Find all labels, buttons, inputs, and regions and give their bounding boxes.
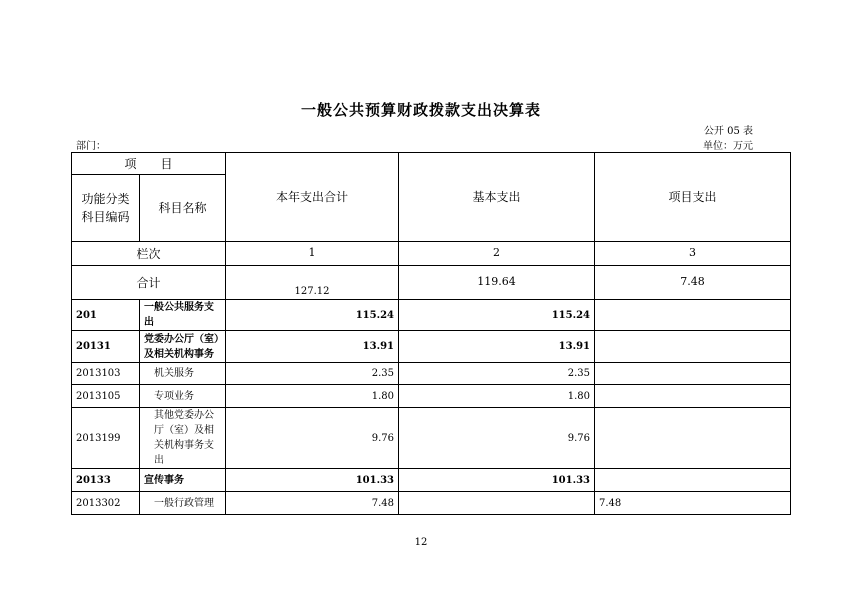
form-number: 公开 05 表	[703, 126, 753, 137]
row-project	[595, 331, 791, 363]
row-name: 机关服务	[140, 363, 226, 385]
department-label: 部门：	[76, 141, 106, 152]
row-total: 115.24	[226, 300, 399, 331]
page-number: 12	[414, 537, 428, 548]
row-code: 2013103	[72, 363, 140, 385]
row-code: 2013302	[72, 492, 140, 515]
unit-label: 单位：万元	[703, 141, 753, 152]
row-name: 一般行政管理	[140, 492, 226, 515]
header-total: 本年支出合计	[226, 153, 399, 242]
row-project: 7.48	[595, 492, 791, 515]
row-total: 2.35	[226, 363, 399, 385]
row-basic: 9.76	[399, 408, 595, 469]
row-basic: 115.24	[399, 300, 595, 331]
row-total: 7.48	[226, 492, 399, 515]
row-project	[595, 385, 791, 408]
col-index-row	[72, 242, 791, 266]
row-name: 其他党委办公厅（室）及相关机构事务支出	[140, 408, 226, 469]
table-row	[72, 300, 791, 331]
row-basic: 101.33	[399, 469, 595, 492]
row-code: 2013105	[72, 385, 140, 408]
row-total: 1.80	[226, 385, 399, 408]
row-name: 一般公共服务支出	[140, 300, 226, 331]
header-subject-name: 科目名称	[140, 175, 226, 242]
row-project	[595, 469, 791, 492]
row-code: 20131	[72, 331, 140, 363]
total-amount: 127.12	[226, 266, 399, 300]
header-project: 项目支出	[595, 153, 791, 242]
row-project	[595, 408, 791, 469]
row-basic: 1.80	[399, 385, 595, 408]
total-label: 合计	[72, 266, 226, 300]
row-name: 专项业务	[140, 385, 226, 408]
header-row-item	[72, 153, 791, 175]
table-row	[72, 363, 791, 385]
header-func-code: 功能分类科目编码	[72, 175, 140, 242]
header-basic: 基本支出	[399, 153, 595, 242]
row-project	[595, 300, 791, 331]
table-row	[72, 331, 791, 363]
row-name: 宣传事务	[140, 469, 226, 492]
total-basic: 119.64	[399, 266, 595, 300]
row-code: 2013199	[72, 408, 140, 469]
row-total: 101.33	[226, 469, 399, 492]
row-total: 13.91	[226, 331, 399, 363]
page-title: 一般公共预算财政拨款支出决算表	[300, 101, 541, 119]
col-index-label: 栏次	[72, 242, 226, 266]
total-project: 7.48	[595, 266, 791, 300]
table-row	[72, 469, 791, 492]
col-index-3: 3	[595, 242, 791, 266]
table-row	[72, 408, 791, 469]
row-basic: 2.35	[399, 363, 595, 385]
row-code: 20133	[72, 469, 140, 492]
col-index-2: 2	[399, 242, 595, 266]
row-basic	[399, 492, 595, 515]
table-row	[72, 385, 791, 408]
table-row	[72, 492, 791, 515]
row-basic: 13.91	[399, 331, 595, 363]
row-name: 党委办公厅（室）及相关机构事务	[140, 331, 226, 363]
row-total: 9.76	[226, 408, 399, 469]
header-item: 项 目	[72, 153, 226, 175]
col-index-1: 1	[226, 242, 399, 266]
row-code: 201	[72, 300, 140, 331]
total-row	[72, 266, 791, 300]
row-project	[595, 363, 791, 385]
expenditure-table	[71, 152, 791, 515]
